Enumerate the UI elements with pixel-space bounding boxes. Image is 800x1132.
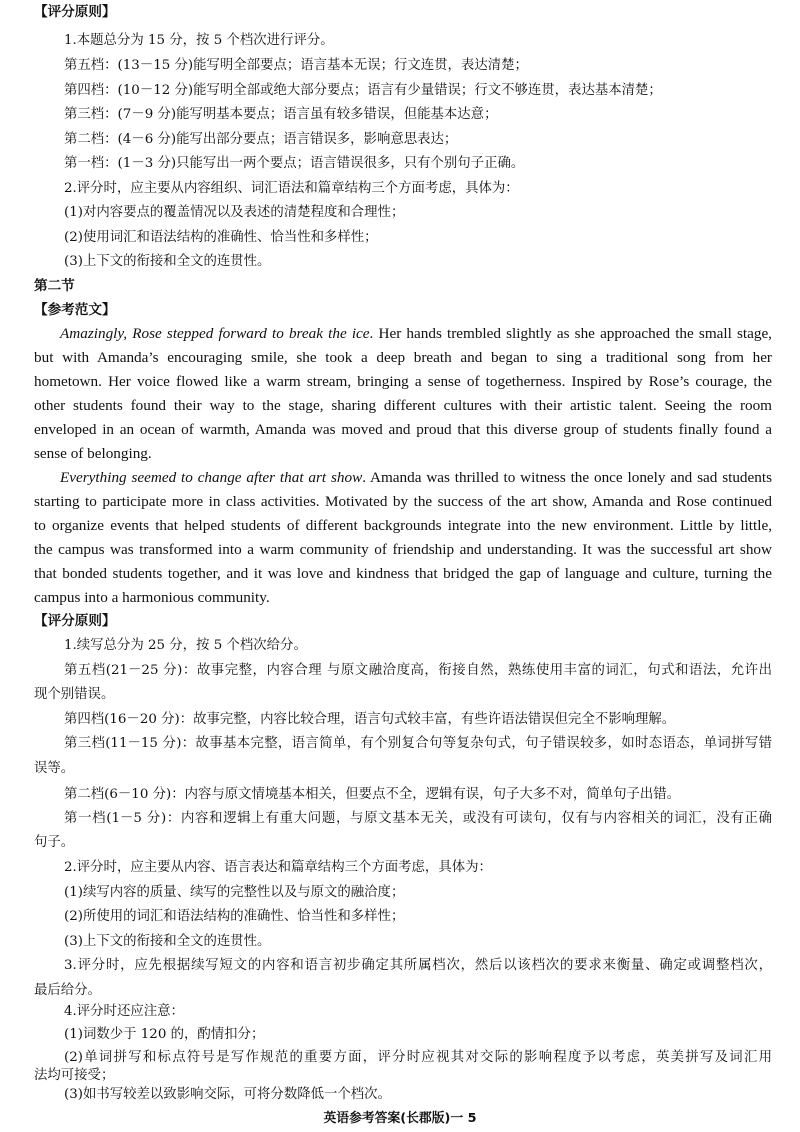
grade-level-1: 第一档：(1－3 分)只能写出一两个要点；语言错误很多，只有个别句子正确。 [64,156,525,171]
continuation-level-2: 第二档(6－10 分)：内容与原文情境基本相关，但要点不全，逻辑有误，句子大多不对，简单句子出错。 [64,787,681,802]
essay-p2-line-4: the campus was transformed into a warm community of friendship and understanding. It was the successful art show [34,541,772,558]
continuation-level-3: 第三档(11－15 分)：故事基本完整，语言简单，有个别复合句等复杂句式，句子错误较多，如时态语态，单词拼写错 [64,736,772,751]
continuation-level-5-cont: 现个别错误。 [34,687,115,702]
essay-p1-line-4: other students found their way to the stage, sharing different cultures with their artistic talent. Seeing the room [34,397,772,414]
essay-p1-line-1-text: . Her hands trembled slightly as she approached the small stage, [369,325,772,342]
section-two-title: 第二节 [34,278,75,294]
grade-level-5: 第五档：(13－15 分)能写明全部要点；语言基本无误；行文连贯，表达清楚； [64,58,528,73]
continuation-scoring-heading: 【评分原则】 [34,613,116,629]
continuation-note-2: (2)单词拼写和标点符号是写作规范的重要方面，评分时应视其对交际的影响程度予以考虑，英美拼写及词汇用 [64,1050,772,1065]
essay-p1-line-5: enveloped in an ocean of warmth, Amanda was moved and proud that this diverse group of students finally found a [34,421,772,438]
essay-p2-line-1 [60,469,772,487]
total-score-note: 1.本题总分为 15 分，按 5 个档次进行评分。 [64,33,334,48]
continuation-level-4: 第四档(16－20 分)：故事完整，内容比较合理，语言句式较丰富，有些许语法错误但完全不影响理解。 [64,712,676,727]
continuation-note-2-cont: 法均可接受； [34,1068,115,1083]
continuation-aspect-3: (3)上下文的衔接和全文的连贯性。 [64,934,271,949]
essay-p2-line-3: to organize events that helped students of different backgrounds integrate into the new environment. Little by little, [34,517,772,534]
scoring-aspects-intro: 2.评分时，应主要从内容组织、词汇语法和篇章结构三个方面考虑，具体为： [64,181,519,196]
grade-level-3: 第三档：(7－9 分)能写明基本要点；语言虽有较多错误，但能基本达意； [64,107,498,122]
essay-p1-line-1 [60,325,772,343]
scoring-aspect-3: (3)上下文的衔接和全文的连贯性。 [64,254,271,269]
essay-p2-lead-sentence: Everything seemed to change after that art show [60,469,363,486]
scoring-aspect-1: (1)对内容要点的覆盖情况以及表述的清楚程度和合理性； [64,205,405,220]
continuation-grading-procedure-cont: 最后给分。 [34,983,101,998]
continuation-note-1: (1)词数少于 120 的，酌情扣分； [64,1027,265,1042]
grade-level-4: 第四档：(10－12 分)能写明全部或绝大部分要点；语言有少量错误；行文不够连贯，表达基本清楚； [64,83,662,98]
page-footer: 英语参考答案(长郡版)一 5 [323,1111,477,1126]
essay-p2-line-6: campus into a harmonious community. [34,589,270,606]
grade-level-2: 第二档：(4－6 分)能写出部分要点；语言错误多，影响意思表达； [64,132,458,147]
continuation-aspect-2: (2)所使用的词汇和语法结构的准确性、恰当性和多样性； [64,909,405,924]
continuation-level-3-cont: 误等。 [34,761,75,776]
reference-essay-heading: 【参考范文】 [34,302,116,318]
essay-p2-line-2: starting to participate more in class activities. Motivated by the success of the art show, Amanda and Rose continued [34,493,772,510]
essay-p1-lead-sentence: Amazingly, Rose stepped forward to break the ice [60,325,370,342]
continuation-level-1-cont: 句子。 [34,835,75,850]
continuation-notes-intro: 4.评分时还应注意： [64,1004,184,1019]
continuation-level-1: 第一档(1－5 分)：内容和逻辑上有重大问题，与原文基本无关，或没有可读句，仅有与内容相关的词汇，没有正确 [64,811,772,826]
scoring-principles-heading: 【评分原则】 [34,4,116,20]
continuation-grading-procedure: 3.评分时，应先根据续写短文的内容和语言初步确定其所属档次，然后以该档次的要求来衡量、确定或调整档次， [64,958,772,973]
scoring-aspect-2: (2)使用词汇和语法结构的准确性、恰当性和多样性； [64,230,378,245]
essay-p1-line-2: but with Amanda’s encouraging smile, she took a deep breath and began to sing a traditional song from her [34,349,772,366]
essay-p2-line-5: that bonded students together, and it was love and kindness that bridged the gap of language and culture, turning the [34,565,772,582]
continuation-level-5: 第五档(21－25 分)：故事完整，内容合理 与原文融洽度高，衔接自然，熟练使用丰富的词汇，句式和语法，允许出 [64,663,772,678]
essay-p1-line-6: sense of belonging. [34,445,152,462]
continuation-aspect-1: (1)续写内容的质量、续写的完整性以及与原文的融洽度； [64,885,405,900]
continuation-aspects-intro: 2.评分时，应主要从内容、语言表达和篇章结构三个方面考虑，具体为： [64,860,492,875]
continuation-note-3: (3)如书写较差以致影响交际，可将分数降低一个档次。 [64,1087,391,1102]
essay-p2-line-1-text: . Amanda was thrilled to witness the once lonely and sad students [362,469,772,486]
continuation-total-score: 1.续写总分为 25 分，按 5 个档次给分。 [64,638,307,653]
essay-p1-line-3: hometown. Her voice flowed like a warm stream, bringing a sense of togetherness. Inspired by Rose’s courage, the [34,373,772,390]
